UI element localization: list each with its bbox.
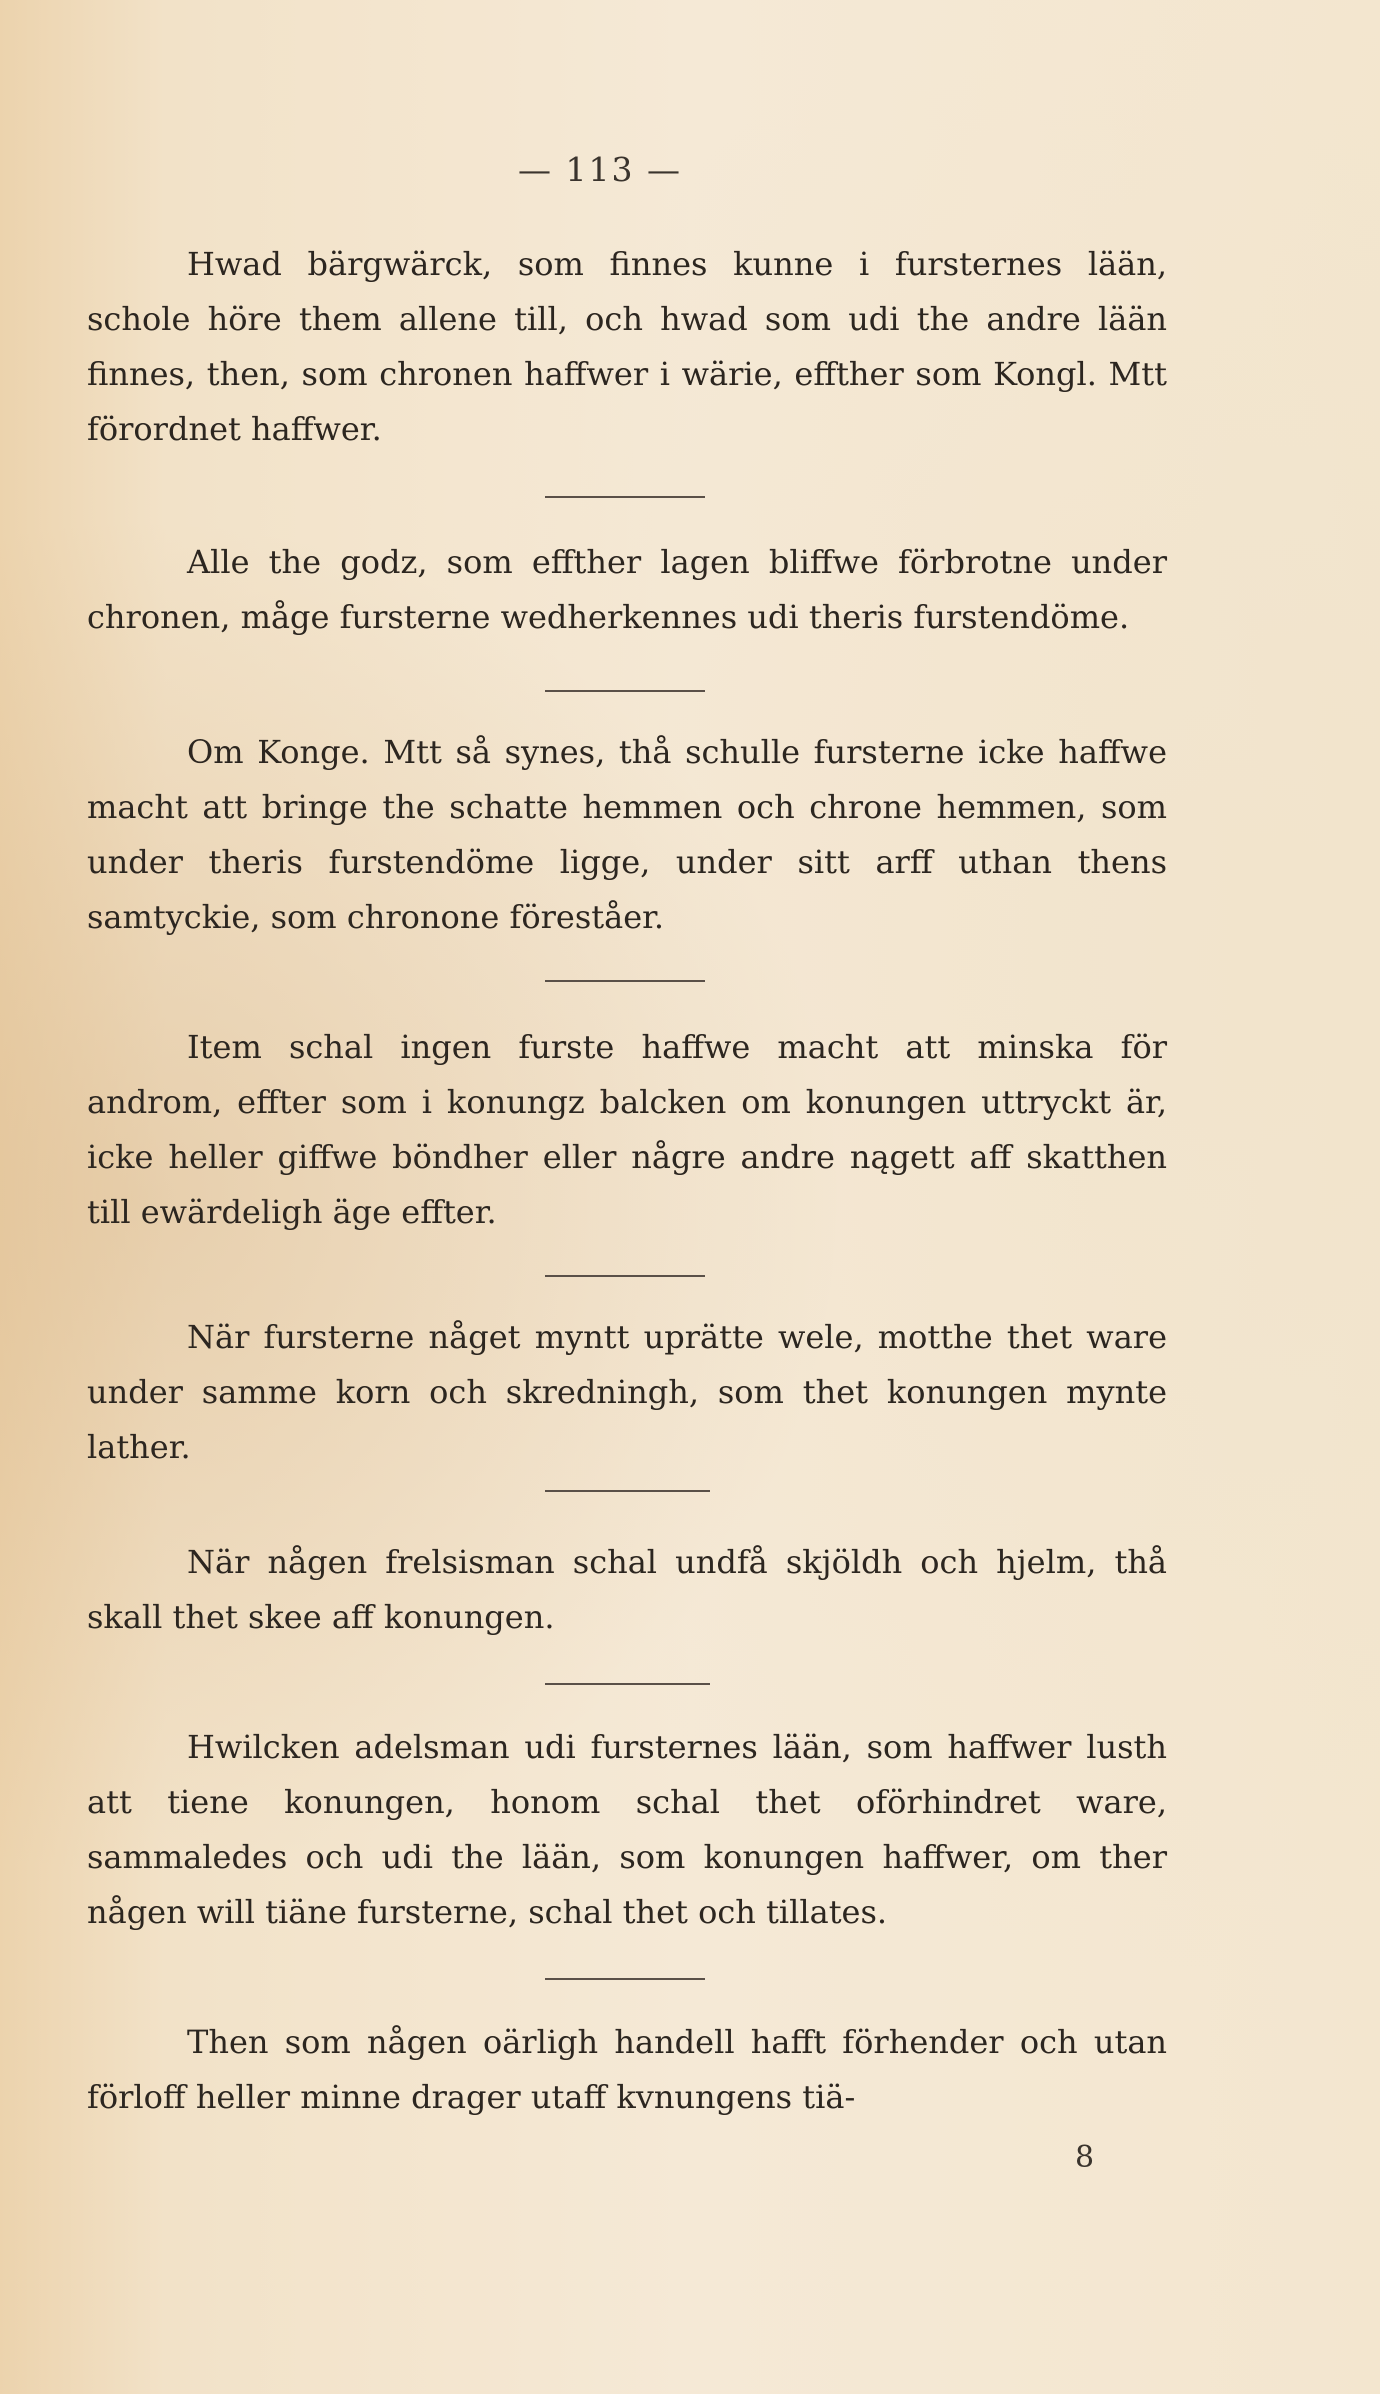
paragraph-text: Hwilcken adelsman udi fursternes lään, som haffwer lusth att tiene konungen, honom schal thet oförhindret ware, sammaledes och udi the lään, som konungen haffwer, om ther någen will tiäne fursterne, schal thet och tillates. xyxy=(87,1728,1167,1931)
paragraph-text: Alle the godz, som effther lagen bliffwe förbrotne under chronen, måge fursterne wedherkennes udi theris furstendöme. xyxy=(87,543,1167,636)
section-divider xyxy=(545,1490,710,1492)
section-divider xyxy=(545,496,705,498)
paragraph-1 xyxy=(87,237,1167,457)
paragraph-text: Om Konge. Mtt så synes, thå schulle fursterne icke haffwe macht att bringe the schatte hemmen och chrone hemmen, som under theris furstendöme ligge, under sitt arff uthan thens samtyckie, som chronone föreståer. xyxy=(87,733,1167,936)
section-divider xyxy=(545,1275,705,1277)
paragraph-text: Hwad bärgwärck, som finnes kunne i fursternes lään, schole höre them allene till, och hwad som udi the andre lään finnes, then, som chronen haffwer i wärie, effther som Kongl. Mtt förordnet haffwer. xyxy=(87,245,1167,448)
paragraph-7 xyxy=(87,1720,1167,1940)
page-number: — 113 — xyxy=(518,150,682,189)
paragraph-text: När fursterne någet myntt uprätte wele, motthe thet ware under samme korn och skredningh, som thet konungen mynte lather. xyxy=(87,1318,1167,1466)
paragraph-2 xyxy=(87,535,1167,645)
paragraph-6 xyxy=(87,1535,1167,1645)
paragraph-text: När någen frelsisman schal undfå skjöldh och hjelm, thå skall thet skee aff konungen. xyxy=(87,1543,1167,1636)
paragraph-text: Then som någen oärligh handell hafft förhender och utan förloff heller minne drager utaff kvnungens tiä- xyxy=(87,2023,1167,2116)
section-divider xyxy=(545,690,705,692)
paragraph-text: Item schal ingen furste haffwe macht att minska för androm, effter som i konungz balcken om konungen uttryckt är, icke heller giffwe böndher eller någre andre nągett aff skatthen till ewärdeligh äge effter. xyxy=(87,1028,1167,1231)
section-divider xyxy=(545,1683,710,1685)
paragraph-4 xyxy=(87,1020,1167,1240)
section-divider xyxy=(545,980,705,982)
paragraph-3 xyxy=(87,725,1167,945)
paragraph-5 xyxy=(87,1310,1167,1475)
signature-mark: 8 xyxy=(1075,2140,1095,2175)
paragraph-8 xyxy=(87,2015,1167,2125)
section-divider xyxy=(545,1978,705,1980)
